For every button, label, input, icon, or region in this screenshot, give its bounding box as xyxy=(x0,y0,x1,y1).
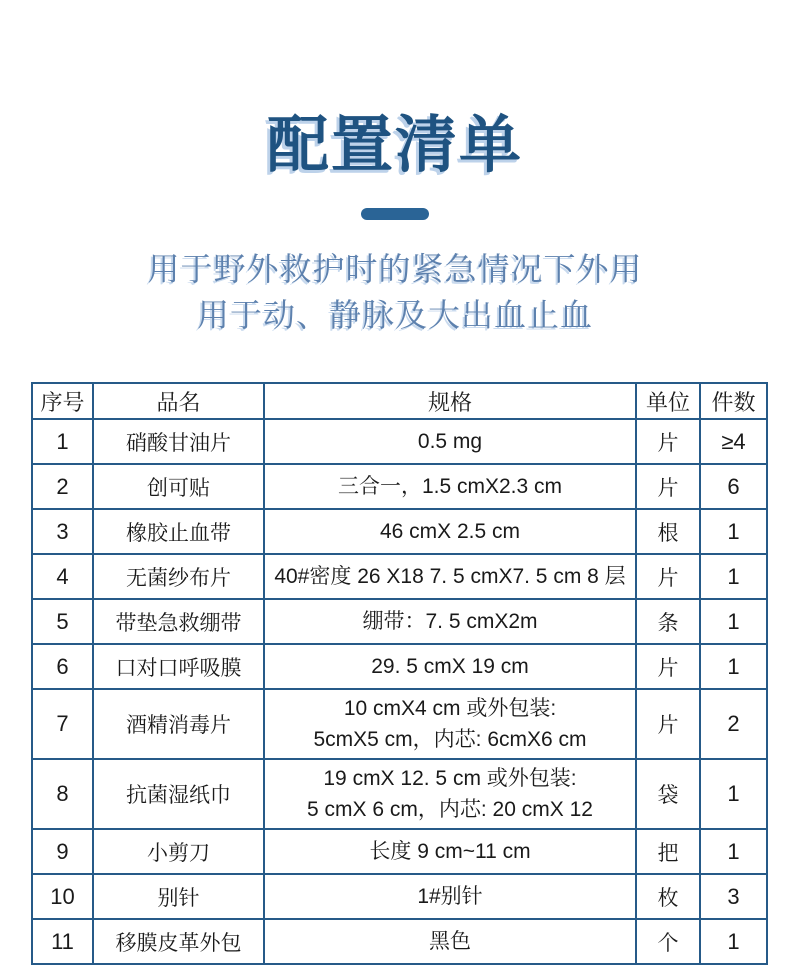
spec-line: 46 cmX 2.5 cm xyxy=(379,520,521,544)
table-header-row xyxy=(32,383,767,419)
cell-no: 8 xyxy=(32,759,93,829)
spec-line: 1#别针 xyxy=(417,885,483,909)
cell-spec xyxy=(264,599,636,644)
cell-name: 带垫急救绷带 xyxy=(93,599,264,644)
cell-unit: 个 xyxy=(636,919,700,964)
cell-no: 11 xyxy=(32,919,93,964)
cell-unit: 片 xyxy=(636,689,700,759)
table-row xyxy=(32,509,767,554)
table-row xyxy=(32,829,767,874)
cell-qty: 3 xyxy=(700,874,767,919)
cell-unit: 片 xyxy=(636,419,700,464)
col-header-no: 序号 xyxy=(32,383,93,419)
cell-name: 别针 xyxy=(93,874,264,919)
subtitle xyxy=(0,246,790,338)
cell-no: 3 xyxy=(32,509,93,554)
col-header-unit: 单位 xyxy=(636,383,700,419)
spec-line: 黑色 xyxy=(429,930,471,954)
cell-spec xyxy=(264,509,636,554)
cell-unit: 片 xyxy=(636,464,700,509)
cell-unit: 枚 xyxy=(636,874,700,919)
cell-spec xyxy=(264,829,636,874)
cell-unit: 根 xyxy=(636,509,700,554)
title-divider-bar xyxy=(361,208,429,220)
cell-qty: ≥4 xyxy=(700,419,767,464)
cell-unit: 条 xyxy=(636,599,700,644)
cell-qty: 1 xyxy=(700,919,767,964)
cell-spec xyxy=(264,919,636,964)
cell-unit: 片 xyxy=(636,554,700,599)
cell-spec xyxy=(264,554,636,599)
cell-no: 7 xyxy=(32,689,93,759)
spec-table xyxy=(31,382,768,965)
cell-no: 10 xyxy=(32,874,93,919)
spec-line: 29. 5 cmX 19 cm xyxy=(371,655,529,679)
cell-spec xyxy=(264,644,636,689)
cell-spec xyxy=(264,689,636,759)
cell-no: 9 xyxy=(32,829,93,874)
cell-qty: 1 xyxy=(700,599,767,644)
cell-name: 创可贴 xyxy=(93,464,264,509)
cell-qty: 2 xyxy=(700,689,767,759)
cell-no: 4 xyxy=(32,554,93,599)
table-row xyxy=(32,419,767,464)
subtitle-line-2: 用于动、静脉及大出血止血 xyxy=(196,297,593,334)
col-header-name: 品名 xyxy=(93,383,264,419)
cell-no: 2 xyxy=(32,464,93,509)
spec-line: 5cmX5 cm，内芯: 6cmX6 cm xyxy=(313,728,587,752)
spec-line: 三合一，1.5 cmX2.3 cm xyxy=(337,475,563,499)
cell-name: 抗菌湿纸巾 xyxy=(93,759,264,829)
cell-name: 橡胶止血带 xyxy=(93,509,264,554)
table-row xyxy=(32,464,767,509)
spec-line: 40#密度 26 X18 7. 5 cmX7. 5 cm 8 层 xyxy=(274,565,626,589)
cell-no: 5 xyxy=(32,599,93,644)
cell-name: 硝酸甘油片 xyxy=(93,419,264,464)
cell-name: 移膜皮革外包 xyxy=(93,919,264,964)
table-row xyxy=(32,599,767,644)
spec-line: 5 cmX 6 cm，内芯: 20 cmX 12 xyxy=(307,798,593,822)
cell-qty: 6 xyxy=(700,464,767,509)
cell-spec xyxy=(264,464,636,509)
cell-no: 6 xyxy=(32,644,93,689)
table-row xyxy=(32,919,767,964)
spec-line: 19 cmX 12. 5 cm 或外包装: xyxy=(323,767,577,791)
table-row xyxy=(32,689,767,759)
subtitle-line-1: 用于野外救护时的紧急情况下外用 xyxy=(147,251,643,288)
cell-unit: 袋 xyxy=(636,759,700,829)
cell-no: 1 xyxy=(32,419,93,464)
cell-qty: 1 xyxy=(700,644,767,689)
cell-qty: 1 xyxy=(700,509,767,554)
cell-name: 小剪刀 xyxy=(93,829,264,874)
spec-line: 长度 9 cm~11 cm xyxy=(369,840,531,864)
col-header-qty: 件数 xyxy=(700,383,767,419)
cell-name: 无菌纱布片 xyxy=(93,554,264,599)
table-body xyxy=(32,419,767,964)
page-title: 配置清单 xyxy=(266,111,523,180)
spec-line: 0.5 mg xyxy=(417,430,483,454)
spec-line: 10 cmX4 cm 或外包装: xyxy=(343,697,557,721)
cell-name: 口对口呼吸膜 xyxy=(93,644,264,689)
col-header-spec: 规格 xyxy=(264,383,636,419)
cell-qty: 1 xyxy=(700,829,767,874)
cell-spec xyxy=(264,759,636,829)
table-row xyxy=(32,554,767,599)
cell-unit: 把 xyxy=(636,829,700,874)
cell-unit: 片 xyxy=(636,644,700,689)
table-row xyxy=(32,644,767,689)
cell-spec xyxy=(264,874,636,919)
cell-qty: 1 xyxy=(700,554,767,599)
spec-line: 绷带：7. 5 cmX2m xyxy=(362,610,538,634)
cell-name: 酒精消毒片 xyxy=(93,689,264,759)
cell-qty: 1 xyxy=(700,759,767,829)
cell-spec xyxy=(264,419,636,464)
table-row xyxy=(32,759,767,829)
table-row xyxy=(32,874,767,919)
